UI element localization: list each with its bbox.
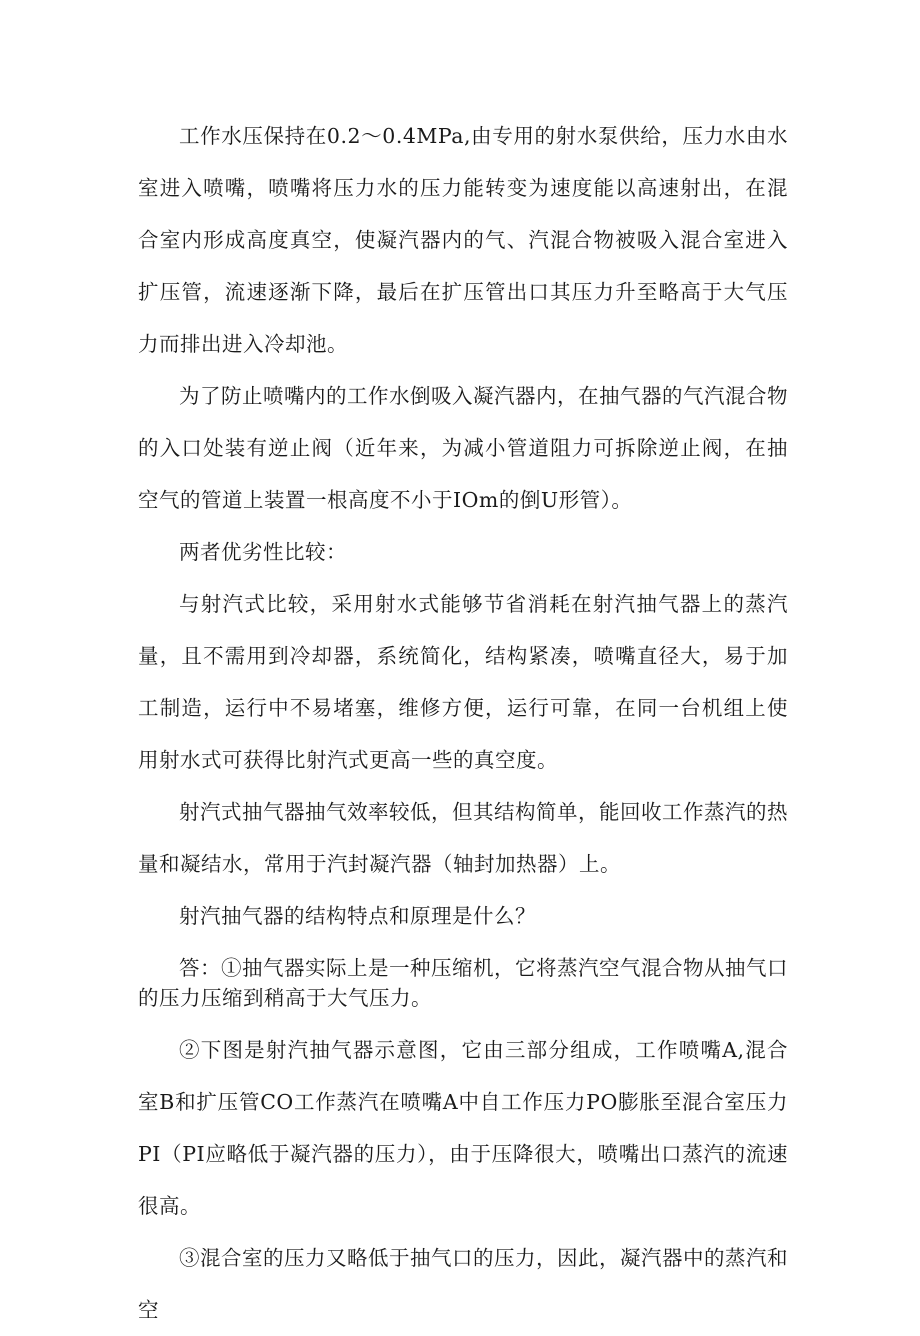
paragraph-water-jet-advantages: 与射汽式比较，采用射水式能够节省消耗在射汽抽气器上的蒸汽量，且不需用到冷却器，系统简化，结构紧凑，喷嘴直径大，易于加工制造，运行中不易堵塞，维修方便，运行可靠，在同一台机组上使用射水式可获得比射汽式更高一些的真空度。 bbox=[138, 592, 788, 772]
paragraph-answer-2: ②下图是射汽抽气器示意图，它由三部分组成，工作喷嘴A,混合室B和扩压管CO工作蒸汽在喷嘴A中自工作压力PO膨胀至混合室压力PI（PI应略低于凝汽器的压力），由于压降很大，喷嘴出口蒸汽的流速很高。 bbox=[138, 1038, 788, 1218]
paragraph-answer-1: 答：①抽气器实际上是一种压缩机，它将蒸汽空气混合物从抽气口的压力压缩到稍高于大气压力。 bbox=[138, 956, 788, 1010]
document-body bbox=[138, 110, 788, 1336]
paragraph-water-pressure: 工作水压保持在0.2～0.4MPa,由专用的射水泵供给，压力水由水室进入喷嘴，喷嘴将压力水的压力能转变为速度能以高速射出，在混合室内形成高度真空，使凝汽器内的气、汽混合物被吸入混合室进入扩压管，流速逐渐下降，最后在扩压管出口其压力升至略高于大气压力而排出进入冷却池。 bbox=[138, 124, 788, 356]
paragraph-comparison-heading: 两者优劣性比较： bbox=[179, 540, 347, 564]
paragraph-steam-jet-features: 射汽式抽气器抽气效率较低，但其结构简单，能回收工作蒸汽的热量和凝结水，常用于汽封凝汽器（轴封加热器）上。 bbox=[138, 800, 788, 876]
paragraph-check-valve: 为了防止喷嘴内的工作水倒吸入凝汽器内，在抽气器的气汽混合物的入口处装有逆止阀（近年来，为减小管道阻力可拆除逆止阀，在抽空气的管道上装置一根高度不小于IOm的倒U形管）。 bbox=[138, 384, 788, 512]
paragraph-question: 射汽抽气器的结构特点和原理是什么？ bbox=[179, 904, 536, 928]
paragraph-answer-3: ③混合室的压力又略低于抽气口的压力，因此，凝汽器中的蒸汽和空 bbox=[138, 1246, 788, 1322]
